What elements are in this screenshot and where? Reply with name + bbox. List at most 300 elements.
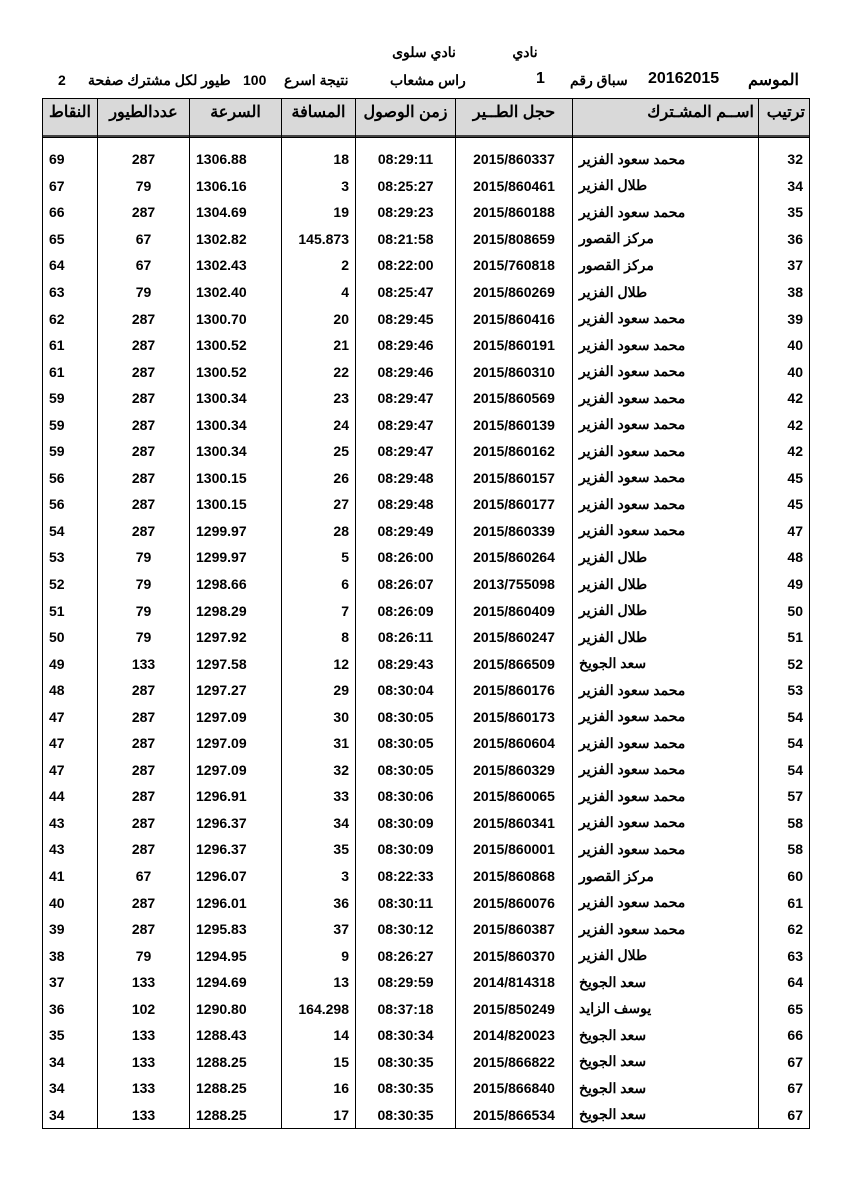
ring-cell: 2015/860409 [456,597,573,624]
time-cell: 08:26:07 [356,571,456,598]
table-row [43,730,810,757]
name-cell: محمد سعود الفزير [573,465,759,492]
speed-cell: 1288.25 [190,1102,282,1129]
distance-cell: 18 [282,146,356,173]
rank-cell: 60 [759,863,810,890]
name-cell: محمد سعود الفزير [573,916,759,943]
name-cell: محمد سعود الفزير [573,810,759,837]
points-cell: 66 [43,199,98,226]
speed-cell: 1300.34 [190,385,282,412]
table-row [43,332,810,359]
speed-cell: 1300.34 [190,438,282,465]
distance-cell: 29 [282,677,356,704]
club-name: نادي سلوى [392,44,456,60]
time-cell: 08:29:23 [356,199,456,226]
rank-cell: 34 [759,173,810,200]
speed-cell: 1296.37 [190,810,282,837]
col-speed-header: السرعة [190,99,282,138]
points-cell: 62 [43,305,98,332]
rank-cell: 67 [759,1049,810,1076]
ring-cell: 2015/860341 [456,810,573,837]
rank-cell: 63 [759,942,810,969]
distance-cell: 21 [282,332,356,359]
birds-cell: 287 [98,411,190,438]
birds-cell: 133 [98,1022,190,1049]
time-cell: 08:29:47 [356,411,456,438]
distance-cell: 3 [282,863,356,890]
name-cell: سعد الجويخ [573,1049,759,1076]
points-cell: 63 [43,279,98,306]
time-cell: 08:29:48 [356,491,456,518]
name-cell: محمد سعود الفزير [573,783,759,810]
table-row [43,916,810,943]
points-cell: 56 [43,465,98,492]
speed-cell: 1300.52 [190,358,282,385]
points-cell: 37 [43,969,98,996]
table-row [43,836,810,863]
birds-cell: 287 [98,438,190,465]
time-cell: 08:22:33 [356,863,456,890]
birds-cell: 67 [98,252,190,279]
birds-cell: 287 [98,810,190,837]
ring-cell: 2015/860001 [456,836,573,863]
time-cell: 08:30:05 [356,730,456,757]
time-cell: 08:30:11 [356,889,456,916]
table-row [43,1049,810,1076]
rank-cell: 37 [759,252,810,279]
speed-cell: 1288.43 [190,1022,282,1049]
name-cell: طلال الفزير [573,571,759,598]
rank-cell: 42 [759,411,810,438]
time-cell: 08:29:49 [356,518,456,545]
name-cell: محمد سعود الفزير [573,889,759,916]
name-cell: محمد سعود الفزير [573,199,759,226]
ring-cell: 2015/860139 [456,411,573,438]
rank-cell: 57 [759,783,810,810]
birds-cell: 287 [98,491,190,518]
table-row [43,942,810,969]
distance-cell: 4 [282,279,356,306]
distance-cell: 33 [282,783,356,810]
rank-cell: 52 [759,650,810,677]
table-row [43,252,810,279]
col-birds-header: عددالطيور [98,99,190,138]
birds-cell: 287 [98,703,190,730]
name-cell: سعد الجويخ [573,650,759,677]
distance-cell: 7 [282,597,356,624]
distance-cell: 19 [282,199,356,226]
name-cell: محمد سعود الفزير [573,491,759,518]
time-cell: 08:30:05 [356,703,456,730]
distance-cell: 27 [282,491,356,518]
distance-cell: 24 [282,411,356,438]
table-row [43,1022,810,1049]
ring-cell: 2015/760818 [456,252,573,279]
points-cell: 34 [43,1075,98,1102]
time-cell: 08:22:00 [356,252,456,279]
points-cell: 41 [43,863,98,890]
points-cell: 39 [43,916,98,943]
speed-cell: 1288.25 [190,1049,282,1076]
ring-cell: 2015/860157 [456,465,573,492]
result-count: 100 [243,72,267,88]
name-cell: محمد سعود الفزير [573,332,759,359]
ring-cell: 2015/860461 [456,173,573,200]
club-label: نادي [512,44,538,60]
ring-cell: 2015/860264 [456,544,573,571]
birds-cell: 79 [98,597,190,624]
birds-cell: 287 [98,385,190,412]
distance-cell: 12 [282,650,356,677]
name-cell: محمد سعود الفزير [573,836,759,863]
rank-cell: 65 [759,996,810,1023]
speed-cell: 1302.82 [190,226,282,253]
birds-cell: 79 [98,173,190,200]
table-row [43,173,810,200]
rank-cell: 39 [759,305,810,332]
distance-cell: 3 [282,173,356,200]
points-cell: 56 [43,491,98,518]
rank-cell: 53 [759,677,810,704]
ring-cell: 2015/808659 [456,226,573,253]
points-cell: 47 [43,730,98,757]
ring-cell: 2015/860269 [456,279,573,306]
speed-cell: 1297.09 [190,730,282,757]
ring-cell: 2015/866509 [456,650,573,677]
table-row [43,889,810,916]
season-value: 20162015 [648,70,720,87]
speed-cell: 1297.09 [190,757,282,784]
birds-cell: 79 [98,571,190,598]
rank-cell: 54 [759,703,810,730]
table-row [43,279,810,306]
ring-cell: 2015/860176 [456,677,573,704]
birds-cell: 133 [98,650,190,677]
points-cell: 40 [43,889,98,916]
birds-cell: 287 [98,677,190,704]
distance-cell: 164.298 [282,996,356,1023]
birds-cell: 287 [98,146,190,173]
speed-cell: 1298.29 [190,597,282,624]
distance-cell: 28 [282,518,356,545]
table-row [43,146,810,173]
birds-note: طيور لكل مشترك صفحة [88,72,231,88]
col-rank-header: ترتيب [759,99,810,138]
points-cell: 49 [43,650,98,677]
name-cell: طلال الفزير [573,942,759,969]
table-row [43,358,810,385]
name-cell: طلال الفزير [573,597,759,624]
time-cell: 08:30:34 [356,1022,456,1049]
speed-cell: 1299.97 [190,518,282,545]
points-cell: 43 [43,836,98,863]
distance-cell: 5 [282,544,356,571]
birds-cell: 287 [98,836,190,863]
table-row [43,996,810,1023]
speed-cell: 1297.09 [190,703,282,730]
col-points-header: النقاط [43,99,98,138]
birds-cell: 133 [98,1049,190,1076]
points-cell: 69 [43,146,98,173]
time-cell: 08:29:11 [356,146,456,173]
distance-cell: 34 [282,810,356,837]
name-cell: طلال الفزير [573,544,759,571]
table-row [43,1075,810,1102]
points-cell: 48 [43,677,98,704]
ring-cell: 2015/860416 [456,305,573,332]
result-label: نتيجة اسرع [284,72,349,88]
ring-cell: 2015/860310 [456,358,573,385]
rank-cell: 67 [759,1075,810,1102]
season-label: الموسم [748,72,799,89]
time-cell: 08:29:46 [356,332,456,359]
ring-cell: 2015/860065 [456,783,573,810]
rank-cell: 58 [759,836,810,863]
distance-cell: 30 [282,703,356,730]
name-cell: محمد سعود الفزير [573,438,759,465]
birds-cell: 102 [98,996,190,1023]
ring-cell: 2015/860868 [456,863,573,890]
points-cell: 52 [43,571,98,598]
birds-cell: 79 [98,279,190,306]
rank-cell: 45 [759,465,810,492]
rank-cell: 45 [759,491,810,518]
name-cell: يوسف الزايد [573,996,759,1023]
col-time-header: زمن الوصول [356,99,456,138]
speed-cell: 1298.66 [190,571,282,598]
distance-cell: 2 [282,252,356,279]
points-cell: 50 [43,624,98,651]
rank-cell: 42 [759,438,810,465]
table-row [43,438,810,465]
birds-cell: 133 [98,969,190,996]
time-cell: 08:30:35 [356,1049,456,1076]
birds-cell: 287 [98,730,190,757]
table-row [43,385,810,412]
time-cell: 08:29:43 [356,650,456,677]
table-row [43,677,810,704]
table-header [43,99,810,138]
ring-cell: 2014/814318 [456,969,573,996]
time-cell: 08:29:45 [356,305,456,332]
name-cell: مركز القصور [573,863,759,890]
birds-cell: 287 [98,465,190,492]
table-row [43,597,810,624]
rank-cell: 38 [759,279,810,306]
table-row [43,518,810,545]
time-cell: 08:37:18 [356,996,456,1023]
rank-cell: 54 [759,757,810,784]
time-cell: 08:29:59 [356,969,456,996]
distance-cell: 145.873 [282,226,356,253]
distance-cell: 8 [282,624,356,651]
speed-cell: 1306.88 [190,146,282,173]
distance-cell: 31 [282,730,356,757]
birds-cell: 79 [98,942,190,969]
birds-cell: 287 [98,518,190,545]
name-cell: محمد سعود الفزير [573,703,759,730]
table-row [43,969,810,996]
page-number: 2 [58,72,66,88]
points-cell: 67 [43,173,98,200]
distance-cell: 37 [282,916,356,943]
rank-cell: 32 [759,146,810,173]
birds-cell: 287 [98,305,190,332]
rank-cell: 50 [759,597,810,624]
distance-cell: 13 [282,969,356,996]
rank-cell: 64 [759,969,810,996]
time-cell: 08:30:35 [356,1102,456,1129]
time-cell: 08:26:11 [356,624,456,651]
rank-cell: 66 [759,1022,810,1049]
points-cell: 34 [43,1049,98,1076]
ring-cell: 2015/860370 [456,942,573,969]
speed-cell: 1294.95 [190,942,282,969]
time-cell: 08:21:58 [356,226,456,253]
points-cell: 59 [43,438,98,465]
points-cell: 59 [43,385,98,412]
table-row [43,465,810,492]
distance-cell: 17 [282,1102,356,1129]
ring-cell: 2015/860076 [456,889,573,916]
table-row [43,571,810,598]
table-row [43,757,810,784]
speed-cell: 1296.91 [190,783,282,810]
table-row [43,491,810,518]
time-cell: 08:30:09 [356,810,456,837]
time-cell: 08:30:06 [356,783,456,810]
name-cell: محمد سعود الفزير [573,146,759,173]
name-cell: مركز القصور [573,226,759,253]
rank-cell: 36 [759,226,810,253]
distance-cell: 14 [282,1022,356,1049]
rank-cell: 42 [759,385,810,412]
speed-cell: 1306.16 [190,173,282,200]
speed-cell: 1288.25 [190,1075,282,1102]
rank-cell: 62 [759,916,810,943]
rank-cell: 54 [759,730,810,757]
ring-cell: 2015/860191 [456,332,573,359]
ring-cell: 2015/860339 [456,518,573,545]
speed-cell: 1300.52 [190,332,282,359]
speed-cell: 1297.92 [190,624,282,651]
name-cell: محمد سعود الفزير [573,358,759,385]
table-row [43,650,810,677]
ring-cell: 2015/860162 [456,438,573,465]
name-cell: محمد سعود الفزير [573,677,759,704]
ring-cell: 2015/860569 [456,385,573,412]
rank-cell: 40 [759,358,810,385]
name-cell: محمد سعود الفزير [573,411,759,438]
speed-cell: 1304.69 [190,199,282,226]
ring-cell: 2015/850249 [456,996,573,1023]
ring-cell: 2015/860387 [456,916,573,943]
points-cell: 36 [43,996,98,1023]
distance-cell: 9 [282,942,356,969]
col-distance-header: المسافة [282,99,356,138]
distance-cell: 25 [282,438,356,465]
birds-cell: 287 [98,889,190,916]
speed-cell: 1302.43 [190,252,282,279]
birds-cell: 287 [98,332,190,359]
rank-cell: 58 [759,810,810,837]
points-cell: 34 [43,1102,98,1129]
birds-cell: 287 [98,783,190,810]
points-cell: 35 [43,1022,98,1049]
ring-cell: 2015/860188 [456,199,573,226]
speed-cell: 1296.07 [190,863,282,890]
speed-cell: 1297.58 [190,650,282,677]
birds-cell: 133 [98,1102,190,1129]
distance-cell: 15 [282,1049,356,1076]
points-cell: 43 [43,810,98,837]
name-cell: سعد الجويخ [573,969,759,996]
birds-cell: 287 [98,757,190,784]
col-ring-header: حجل الطــير [456,99,573,138]
time-cell: 08:30:05 [356,757,456,784]
time-cell: 08:26:27 [356,942,456,969]
race-number: 1 [536,70,545,87]
distance-cell: 20 [282,305,356,332]
points-cell: 51 [43,597,98,624]
table-row [43,703,810,730]
name-cell: سعد الجويخ [573,1102,759,1129]
birds-cell: 287 [98,199,190,226]
rank-cell: 51 [759,624,810,651]
table-row [43,411,810,438]
distance-cell: 16 [282,1075,356,1102]
table-row [43,305,810,332]
ring-cell: 2015/860247 [456,624,573,651]
speed-cell: 1294.69 [190,969,282,996]
time-cell: 08:25:47 [356,279,456,306]
birds-cell: 79 [98,544,190,571]
points-cell: 54 [43,518,98,545]
ring-cell: 2015/860177 [456,491,573,518]
time-cell: 08:29:48 [356,465,456,492]
table-row [43,783,810,810]
ring-cell: 2014/820023 [456,1022,573,1049]
name-cell: سعد الجويخ [573,1022,759,1049]
time-cell: 08:26:09 [356,597,456,624]
time-cell: 08:30:35 [356,1075,456,1102]
rank-cell: 61 [759,889,810,916]
name-cell: طلال الفزير [573,173,759,200]
table-row [43,199,810,226]
table-row [43,1102,810,1129]
birds-cell: 67 [98,863,190,890]
time-cell: 08:25:27 [356,173,456,200]
name-cell: محمد سعود الفزير [573,730,759,757]
rank-cell: 35 [759,199,810,226]
name-cell: طلال الفزير [573,279,759,306]
ring-cell: 2015/866534 [456,1102,573,1129]
speed-cell: 1300.70 [190,305,282,332]
points-cell: 64 [43,252,98,279]
ring-cell: 2015/860337 [456,146,573,173]
speed-cell: 1299.97 [190,544,282,571]
points-cell: 53 [43,544,98,571]
speed-cell: 1302.40 [190,279,282,306]
time-cell: 08:30:12 [356,916,456,943]
table-row [43,544,810,571]
points-cell: 61 [43,358,98,385]
time-cell: 08:29:47 [356,385,456,412]
ring-cell: 2015/866840 [456,1075,573,1102]
ring-cell: 2015/866822 [456,1049,573,1076]
time-cell: 08:30:04 [356,677,456,704]
distance-cell: 22 [282,358,356,385]
